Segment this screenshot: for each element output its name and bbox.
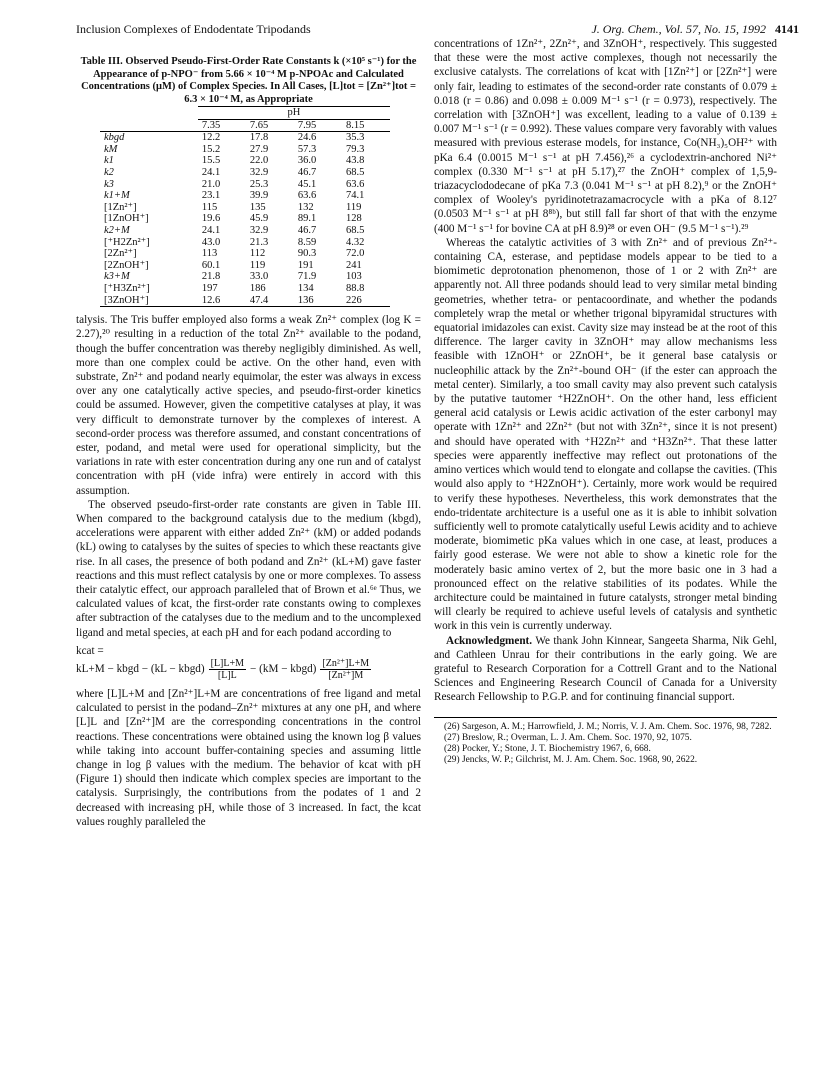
table-row xyxy=(100,237,390,249)
table-caption: Table III. Observed Pseudo-First-Order Rate Constants k (×10⁵ s⁻¹) for the Appearance of p-NPO⁻ from 5.66 × 10⁻⁴ M p-NPOAc and Calculated Concentrations (μM) of Complex Species. In All Cases, [L]tot = [Zn²⁺]tot = 6.3 × 10⁻⁴ M, as Appropriate xyxy=(80,56,417,105)
table-cell: 32.9 xyxy=(249,224,269,236)
ph-header: pH xyxy=(198,107,390,120)
table-row xyxy=(100,248,390,260)
table-cell: 68.5 xyxy=(345,224,365,236)
table-cell: 39.9 xyxy=(249,190,269,202)
table-row xyxy=(100,283,390,295)
table-cell: 24.1 xyxy=(201,224,221,236)
reference-26: (26) Sargeson, A. M.; Harrowfield, J. M.; Norris, V. J. Am. Chem. Soc. 1976, 98, 7282. xyxy=(444,721,772,732)
row-label: [1ZnOH⁺] xyxy=(104,213,149,225)
table-cell: 22.0 xyxy=(249,155,269,167)
table-cell: 21.0 xyxy=(201,178,221,190)
equation-lhs: kcat = xyxy=(76,644,104,657)
table-row xyxy=(100,179,390,191)
table-cell: 17.8 xyxy=(249,132,269,144)
table-cell: 32.9 xyxy=(249,166,269,178)
ph-column-header: 7.35 xyxy=(198,119,246,132)
table-cell: 45.9 xyxy=(249,213,269,225)
table-cell: 135 xyxy=(249,201,266,213)
table-cell: 45.1 xyxy=(297,178,317,190)
table-cell: 43.8 xyxy=(345,155,365,167)
table-cell: 47.4 xyxy=(246,295,294,307)
table-cell: 24.6 xyxy=(297,132,317,144)
table-cell: 128 xyxy=(345,213,362,225)
table-cell: 12.2 xyxy=(201,132,221,144)
fraction-metal xyxy=(320,658,371,681)
table-row xyxy=(100,295,390,307)
left-paragraph-1: talysis. The Tris buffer employed also forms a weak Zn²⁺ complex (log K = 2.27),²⁰ resulting in a reduction of the total Zn²⁺ available to the podand, though the buffer concentration was thereby negligibly diminished. As well, more than one complex could be active. On the other hand, even with substrate, Zn²⁺ and podand nearly equimolar, the ester was always in excess over any one catalytically active species, and pseudo-first-order kinetics could be assumed. However, given the competitive catalyses at play, it was very difficult to demonstrate turnover by the complexes of interest. A second-order process was therefore assumed, and constant concentrations of ester, podand, and metal were used for operational simplicity, but the variations in rate with ester concentration during any one run and of catalyst concentration with pH (vide infra) were entirely in accord with this assumption. xyxy=(76,314,421,497)
table-row xyxy=(100,132,390,144)
table-row xyxy=(100,190,390,202)
table-cell: 43.0 xyxy=(201,236,221,248)
kcat-equation xyxy=(76,644,421,681)
right-paragraph-1: concentrations of 1Zn²⁺, 2Zn²⁺, and 3ZnOH⁺, respectively. This suggested that these were the most active complexes, though not necessarily the exclusive catalysts. The correlations of kcat with [1Zn²⁺] or [2Zn²⁺] were only fair, leading to estimates of the second-order rate constants of 0.079 ± 0.018 (r = 0.86) and 0.098 ± 0.009 M⁻¹ s⁻¹ (r = 0.973), respectively. The correlation with [3ZnOH⁺] was excellent, leading to a value of 0.139 ± 0.007 M⁻¹ s⁻¹ (r = 0.992). These values compare very favorably with values measured with previous esterase models, for instance, Co(NH₃)₅OH²⁺ with pKa 6.4 (0.0015 M⁻¹ s⁻¹ at pH 7.456),²⁶ a cyclodextrin-anchored Ni²⁺ complex (0.330 M⁻¹ s⁻¹ at pH 5.17),²⁷ the ZnOH⁺ complex of 1,5,9-triazacyclododecane of pKa 7.3 (0.041 M⁻¹ s⁻¹ at pH 8.2),⁹ or the ZnOH⁺ complex of Wooley's pyridinotetrazamacrocycle with a pKa of 8.12⁷ (0.0503 M⁻¹ s⁻¹ at pH 8⁸ᵇ), but still fall far short of that with the enzyme (400 M⁻¹ s⁻¹ for bovine CA at pH 8.9)²⁸ or even OH⁻ (9.5 M⁻¹ s⁻¹).²⁹ xyxy=(434,38,777,235)
row-label: k1 xyxy=(104,155,114,167)
row-label: [⁺H3Zn²⁺] xyxy=(104,282,150,294)
table-cell: 21.3 xyxy=(249,236,269,248)
table-cell: 46.7 xyxy=(297,166,317,178)
table-cell: 25.3 xyxy=(249,178,269,190)
table-cell: 63.6 xyxy=(345,178,365,190)
table-row xyxy=(100,213,390,225)
references xyxy=(434,717,777,767)
fraction-metal-den: [Zn²⁺]M xyxy=(328,669,364,681)
table-cell: 136 xyxy=(294,295,342,307)
row-label: [2Zn²⁺] xyxy=(104,248,137,260)
table-cell: 72.0 xyxy=(345,248,365,260)
ph-column-header: 8.15 xyxy=(342,119,390,132)
left-paragraph-2: The observed pseudo-first-order rate constants are given in Table III. When compared to the background catalysis due to the medium (kbgd), accelerations were apparent with either added Zn²⁺ (kM) or added podands (kL) owing to catalyses by the suites of species to which these reactants give rise. In all cases, the presence of both podand and Zn²⁺ (kL+M) gave faster reactions and this must reflect catalysis by one or more complexes. To assess their catalytic effect, our approach paralleled that of Brown et al.⁶ᵉ Thus, we calculated values of kcat, the first-order rate constants owing to complexes after subtraction of the catalyses due to the medium and to the uncomplexed ligand and metal species, at each pH and for each podand according to xyxy=(76,498,421,639)
table-cell: 119 xyxy=(345,201,362,213)
table-cell: 79.3 xyxy=(345,143,365,155)
table-row xyxy=(100,271,390,283)
table-cell: 19.6 xyxy=(201,213,221,225)
journal-name: J. Org. Chem., xyxy=(591,22,662,36)
table-cell: 8.59 xyxy=(297,236,317,248)
table-row xyxy=(100,155,390,167)
table-cell: 27.9 xyxy=(249,143,269,155)
table-row xyxy=(100,202,390,214)
row-label: kbgd xyxy=(104,132,125,144)
table-cell: 71.9 xyxy=(297,271,317,283)
table-cell: 241 xyxy=(345,259,362,271)
table-cell: 134 xyxy=(297,282,314,294)
row-label: kM xyxy=(104,143,118,155)
table-row xyxy=(100,167,390,179)
row-label: [⁺H2Zn²⁺] xyxy=(104,236,150,248)
table-cell: 57.3 xyxy=(297,143,317,155)
table-cell: 103 xyxy=(345,271,362,283)
table-cell: 24.1 xyxy=(201,166,221,178)
page-number: 4141 xyxy=(775,22,799,36)
table-row xyxy=(100,144,390,156)
table-cell: 115 xyxy=(201,201,218,213)
row-label: k3 xyxy=(104,178,114,190)
table-cell: 63.6 xyxy=(297,190,317,202)
table-cell: 15.2 xyxy=(201,143,221,155)
fraction-metal-num: [Zn²⁺]L+M xyxy=(322,657,370,669)
equation-term-b: − (kM − kbgd) xyxy=(250,663,317,676)
table-cell: 33.0 xyxy=(249,271,269,283)
right-column xyxy=(434,37,777,767)
table-cell: 60.1 xyxy=(201,259,221,271)
table-cell: 226 xyxy=(342,295,390,307)
table-row xyxy=(100,225,390,237)
table-cell: 112 xyxy=(249,248,266,260)
acknowledgment xyxy=(434,634,777,705)
table-cell: 4.32 xyxy=(345,236,365,248)
table-cell: 113 xyxy=(201,248,218,260)
row-label: k3+M xyxy=(104,271,130,283)
table-cell: 88.8 xyxy=(345,282,365,294)
left-column xyxy=(76,56,421,829)
table-row xyxy=(100,260,390,272)
right-paragraph-2: Whereas the catalytic activities of 3 with Zn²⁺ and of previous Zn²⁺-containing CA, esterase, and peptidase models appear to be tied to a biomimetic deprotonation phenomenon, those of 1 or 2 with Zn²⁺ are apparently not. All three podands should lead to very similar metal binding geometries, whether tetra- or pentacoordinate, and whether the podands completely wrap the metal or whether trigonal bipyramidal structures with equatorial imidazoles can exist. Cavity size may instead be at the root of this difference. The larger cavity in 3ZnOH⁺ may allow mechanisms less feasible with 1ZnOH⁺ or 2ZnOH⁺, be it general base catalysis or nucleophilic attack by the Zn²⁺-bound OH⁻ (if the ester can approach the metal center). Similarly, a too small cavity may also prevent such catalysis by the putative tautomer ⁺H2ZnOH⁺. On the other hand, less efficient general acid catalysis or Lewis acidic activation of the ester carbonyl may operate with 1Zn²⁺ and 2Zn²⁺ (but not with 3Zn²⁺, since it is not present) and should have operated with ⁺H2Zn²⁺ and ⁺H3Zn²⁺. That these latter species were apparently ineffective may reflect out protonations of the amino vertices which would tend to elongate and collapse the cavities. (This would also apply to ⁺H2ZnOH⁺). Certainly, more work would be required to verify these hypotheses. Nevertheless, this work demonstrates that the endo-tridentate architecture is a useful one as it is able to inhibit solvation sufficiently well to promote catalytically useful Lewis acidity and to achieve moderate, biomimetic pKa values which in one case, at least, produces a fairly good esterase. We were not able to show a kinetic role for the moderately basic amino vertex of 2, but the more basic one in 3 had a pronounced effect on the relative stabilities of its podates. While the architecture could be maintained in future catalysts, stronger metal binding will clearly be required to achieve useful levels of catalysis and synthetic work in this vein is currently underway. xyxy=(434,236,777,633)
equation-term-a: kL+M − kbgd − (kL − kbgd) xyxy=(76,663,205,676)
rate-constants-table xyxy=(100,106,390,307)
table-cell: 35.3 xyxy=(345,132,365,144)
ph-column-header: 7.95 xyxy=(294,119,342,132)
row-label: k2 xyxy=(104,166,114,178)
table-cell: 191 xyxy=(297,259,314,271)
reference-28: (28) Pocker, Y.; Stone, J. T. Biochemistry 1967, 6, 668. xyxy=(444,744,651,755)
table-cell: 197 xyxy=(201,282,218,294)
table-cell: 15.5 xyxy=(201,155,221,167)
table-cell: 89.1 xyxy=(297,213,317,225)
acknowledgment-body: We thank John Kinnear, Sangeeta Sharma, Nik Gehl, and Cathleen Unrau for their contributions in the early going. We are grateful to Research Corporation for a Cottrell Grant and to the National Sciences and Engineering Research Council of Canada for a University Research Fellowship to P.G.P. and for continuing financial support. xyxy=(434,634,777,704)
row-label: [2ZnOH⁺] xyxy=(104,259,149,271)
table-cell: 119 xyxy=(249,259,266,271)
table-cell: 186 xyxy=(249,282,266,294)
reference-27: (27) Breslow, R.; Overman, L. J. Am. Chem. Soc. 1970, 92, 1075. xyxy=(444,732,692,743)
table-cell: 46.7 xyxy=(297,224,317,236)
ph-column-header: 7.65 xyxy=(246,119,294,132)
running-header-citation xyxy=(591,22,799,37)
row-label: k2+M xyxy=(104,224,130,236)
row-label: [3ZnOH⁺] xyxy=(100,295,198,307)
table-cell: 12.6 xyxy=(198,295,246,307)
table-cell: 132 xyxy=(297,201,314,213)
row-label: [1Zn²⁺] xyxy=(104,201,137,213)
row-label: k1+M xyxy=(104,190,130,202)
table-cell: 21.8 xyxy=(201,271,221,283)
fraction-ligand-num: [L]L+M xyxy=(210,657,245,669)
table-cell: 74.1 xyxy=(345,190,365,202)
table-cell: 36.0 xyxy=(297,155,317,167)
table-cell: 68.5 xyxy=(345,166,365,178)
fraction-ligand-den: [L]L xyxy=(217,669,237,681)
table-cell: 23.1 xyxy=(201,190,221,202)
running-header-title: Inclusion Complexes of Endodentate Tripodands xyxy=(76,22,311,36)
reference-29: (29) Jencks, W. P.; Gilchrist, M. J. Am. Chem. Soc. 1968, 90, 2622. xyxy=(444,755,698,766)
fraction-ligand xyxy=(209,658,246,681)
journal-volume: Vol. 57, No. 15, 1992 xyxy=(664,22,766,36)
left-paragraph-3: where [L]L+M and [Zn²⁺]L+M are concentrations of free ligand and metal calculated to persist in the podand–Zn²⁺ mixtures at any one pH, and where [L]L and [Zn²⁺]M are the corresponding concentrations in the control reactions. These concentrations were obtained using the known log β values while taking into account buffer-containing species and assuming little change in log β values with the medium. The behavior of kcat with pH (Figure 1) should then indicate which complex species are important to the catalysis. Surprisingly, the contributions from the podates of 1 and 2 decreased with increasing pH, while those of 3 increased. In fact, the kcat values roughly paralleled the xyxy=(76,687,421,828)
table-cell: 90.3 xyxy=(297,248,317,260)
acknowledgment-heading: Acknowledgment. xyxy=(446,634,533,647)
